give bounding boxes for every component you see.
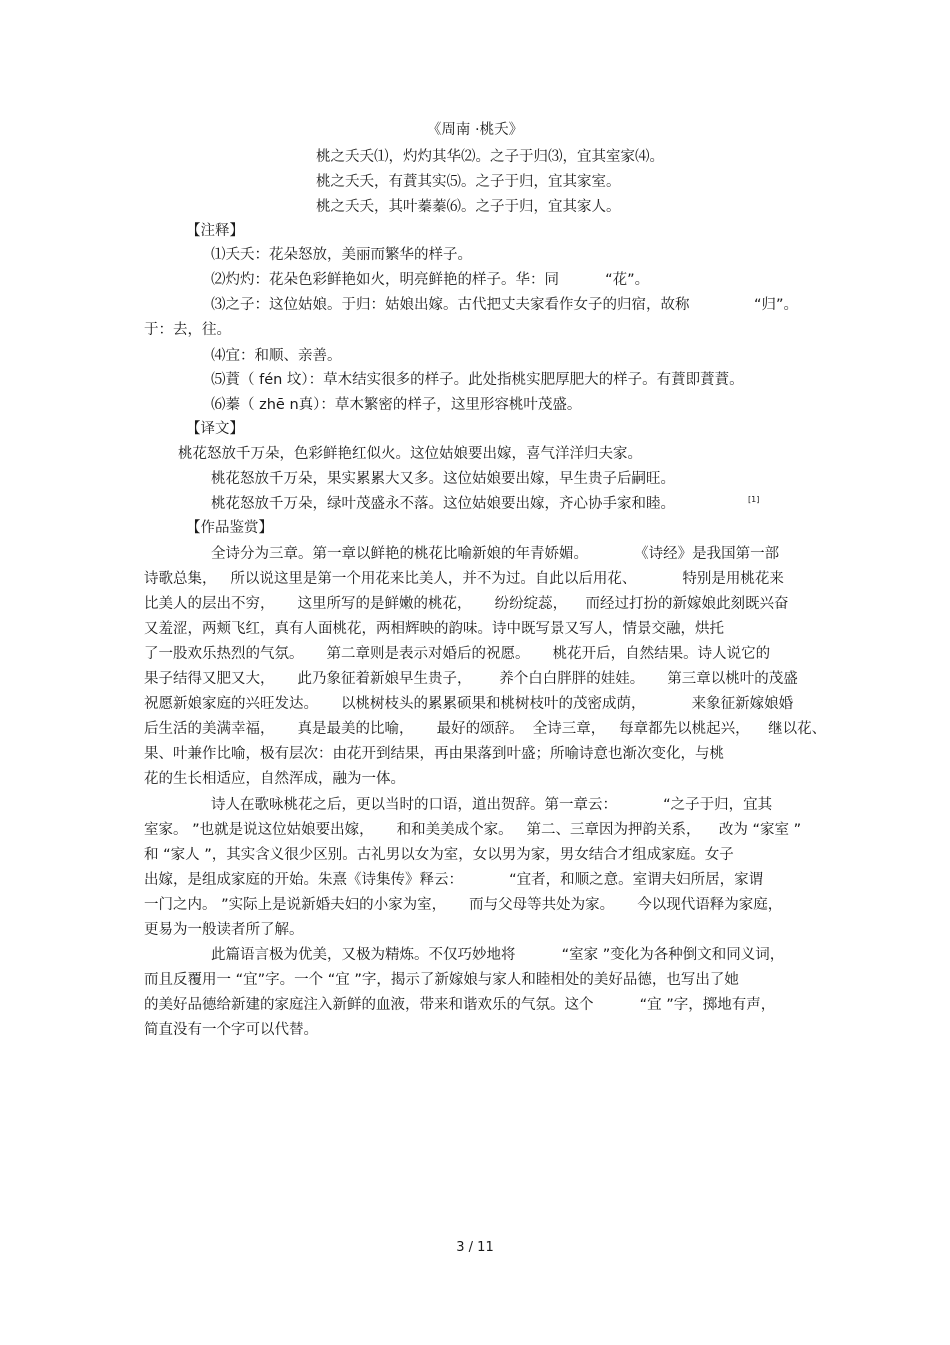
paragraph-line: 祝愿新娘家庭的兴旺发达。 以桃树枝头的累累硕果和桃树枝叶的茂密成荫， 来象征新嫁娘婚 (144, 696, 794, 712)
note-line: ⑶之子：这位姑娘。于归：姑娘出嫁。古代把丈夫家看作女子的归宿，故称 “归”。 (211, 297, 799, 313)
poem-line: 桃之夭夭，有蕡其实⑸。之子于归，宜其家室。 (316, 174, 621, 190)
paragraph-line: 又羞涩，两颊飞红，真有人面桃花，两相辉映的韵味。诗中既写景又写人，情景交融，烘托 (144, 621, 724, 637)
paragraph-line: 比美人的层出不穷， 这里所写的是鲜嫩的桃花， 纷纷绽蕊， 而经过打扮的新嫁娘此刻既兴奋 (144, 596, 789, 612)
appreciation-heading: 【作品鉴赏】 (186, 520, 273, 536)
paragraph-line: 的美好品德给新建的家庭注入新鲜的血液，带来和谐欢乐的气氛。这个 “宜 ”字，掷地有声， (144, 997, 776, 1013)
paragraph-line: 诗歌总集， 所以说这里是第一个用花来比美人，并不为过。自此以后用花、 特别是用桃花来 (144, 571, 784, 587)
paragraph-line: 诗人在歌咏桃花之后，更以当时的口语，道出贺辞。第一章云： “之子于归，宜其 (211, 797, 773, 813)
paragraph-line: 花的生长相适应，自然浑成，融为一体。 (144, 771, 405, 787)
translation-line: 桃花怒放千万朵，果实累累大又多。这位姑娘要出嫁，早生贵子后嗣旺。 (211, 471, 675, 487)
translation-heading: 【译文】 (186, 421, 244, 437)
note-line: ⑷宜：和顺、亲善。 (211, 348, 342, 364)
paragraph-line: 而且反覆用一 “宜”字。一个 “宜 ”字，揭示了新嫁娘与家人和睦相处的美好品德，也写出了她 (144, 972, 739, 988)
paragraph-line: 更易为一般读者所了解。 (144, 922, 304, 938)
notes-heading: 【注释】 (186, 223, 244, 239)
paragraph-line: 果子结得又肥又大， 此乃象征着新娘早生贵子， 养个白白胖胖的娃娃。 第三章以桃叶的茂盛 (144, 671, 798, 687)
translation-line: 桃花怒放千万朵，色彩鲜艳红似火。这位姑娘要出嫁，喜气洋洋归夫家。 (178, 446, 642, 462)
paragraph-line: 果、叶兼作比喻，极有层次：由花开到结果，再由果落到叶盛；所喻诗意也渐次变化，与桃 (144, 746, 724, 762)
paragraph-line: 后生活的美满幸福， 真是最美的比喻， 最好的颂辞。 全诗三章， 每章都先以桃起兴， 继以花、 (144, 721, 827, 737)
note-line: 于：去，往。 (144, 322, 231, 338)
translation-line: 桃花怒放千万朵，绿叶茂盛永不落。这位姑娘要出嫁，齐心协手家和睦。 (211, 496, 675, 512)
poem-line: 桃之夭夭⑴，灼灼其华⑵。之子于归⑶，宜其室家⑷。 (316, 149, 664, 165)
paragraph-line: 出嫁，是组成家庭的开始。朱熹《诗集传》释云： “宜者，和顺之意。室谓夫妇所居，家谓 (144, 872, 764, 888)
page-number: 3 / 11 (456, 1240, 494, 1255)
paragraph-line: 简直没有一个字可以代替。 (144, 1022, 318, 1038)
paragraph-line: 和 “家人 ”，其实含义很少区别。古礼男以女为室，女以男为家，男女结合才组成家庭。女子 (144, 847, 734, 863)
paragraph-line: 此篇语言极为优美，又极为精炼。不仅巧妙地将 “室家 ”变化为各种倒文和同义词， (211, 947, 785, 963)
note-line: ⑵灼灼：花朵色彩鲜艳如火，明亮鲜艳的样子。华：同 “花”。 (211, 272, 650, 288)
note-line: ⑸蕡（ fén 坟）：草木结实很多的样子。此处指桃实肥厚肥大的样子。有蕡即蕡蕡。 (211, 372, 744, 388)
poem-line: 桃之夭夭，其叶蓁蓁⑹。之子于归，宜其家人。 (316, 199, 621, 215)
footnote-marker: [1] (748, 495, 760, 504)
paragraph-line: 了一股欢乐热烈的气氛。 第二章则是表示对婚后的祝愿。 桃花开后，自然结果。诗人说它的 (144, 646, 771, 662)
page-title: 《周南 ·桃夭》 (426, 122, 524, 138)
paragraph-line: 一门之内。 ”实际上是说新婚夫妇的小家为室， 而与父母等共处为家。 今以现代语释为家庭， (144, 897, 783, 913)
paragraph-line: 室家。 ”也就是说这位姑娘要出嫁， 和和美美成个家。 第二、三章因为押韵关系， 改为 “家室 ” (144, 822, 802, 838)
paragraph-line: 全诗分为三章。第一章以鲜艳的桃花比喻新娘的年青娇媚。 《诗经》是我国第一部 (211, 546, 780, 562)
note-line: ⑴夭夭：花朵怒放，美丽而繁华的样子。 (211, 247, 472, 263)
note-line: ⑹蓁（ zhē n真）：草木繁密的样子，这里形容桃叶茂盛。 (211, 397, 582, 413)
